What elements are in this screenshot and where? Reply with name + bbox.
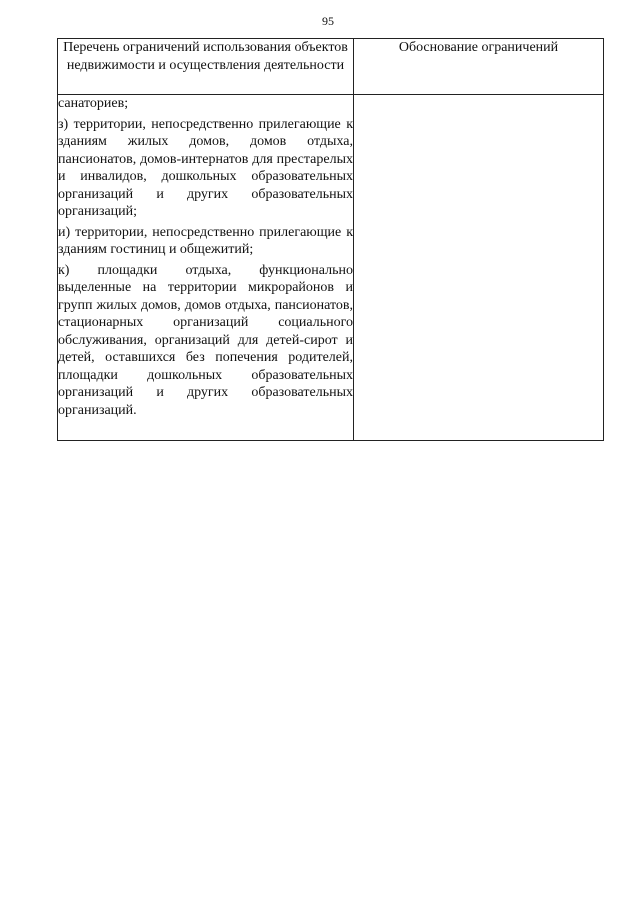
page-number: 95 <box>322 14 334 28</box>
list-item: санаториев; <box>58 96 129 111</box>
table-row <box>58 95 604 441</box>
header-restrictions-list: Перечень ограничений использования объектов недвижимости и осуществления деятельности <box>58 39 354 95</box>
restrictions-cell <box>58 95 354 441</box>
list-item: з) территории, непосредственно прилегающие к зданиям жилых домов, домов отдыха, пансионатов, домов-интернатов для престарелых и инвалидов, дошкольных образовательных организаций и других образовательных организаций; <box>58 116 353 219</box>
table-header-row <box>58 39 604 95</box>
restrictions-table <box>57 38 604 441</box>
justification-cell <box>354 95 604 441</box>
list-item: к) площадки отдыха, функционально выделенные на территории микрорайонов и групп жилых домов, домов отдыха, пансионатов, стационарных организаций социального обслуживания, организаций для детей-сирот и детей, оставшихся без попечения родителей, площадки дошкольных образовательных организаций и других образовательных организаций. <box>58 262 353 418</box>
header-justification: Обоснование ограничений <box>354 39 604 95</box>
list-item: и) территории, непосредственно прилегающие к зданиям гостиниц и общежитий; <box>58 224 353 257</box>
